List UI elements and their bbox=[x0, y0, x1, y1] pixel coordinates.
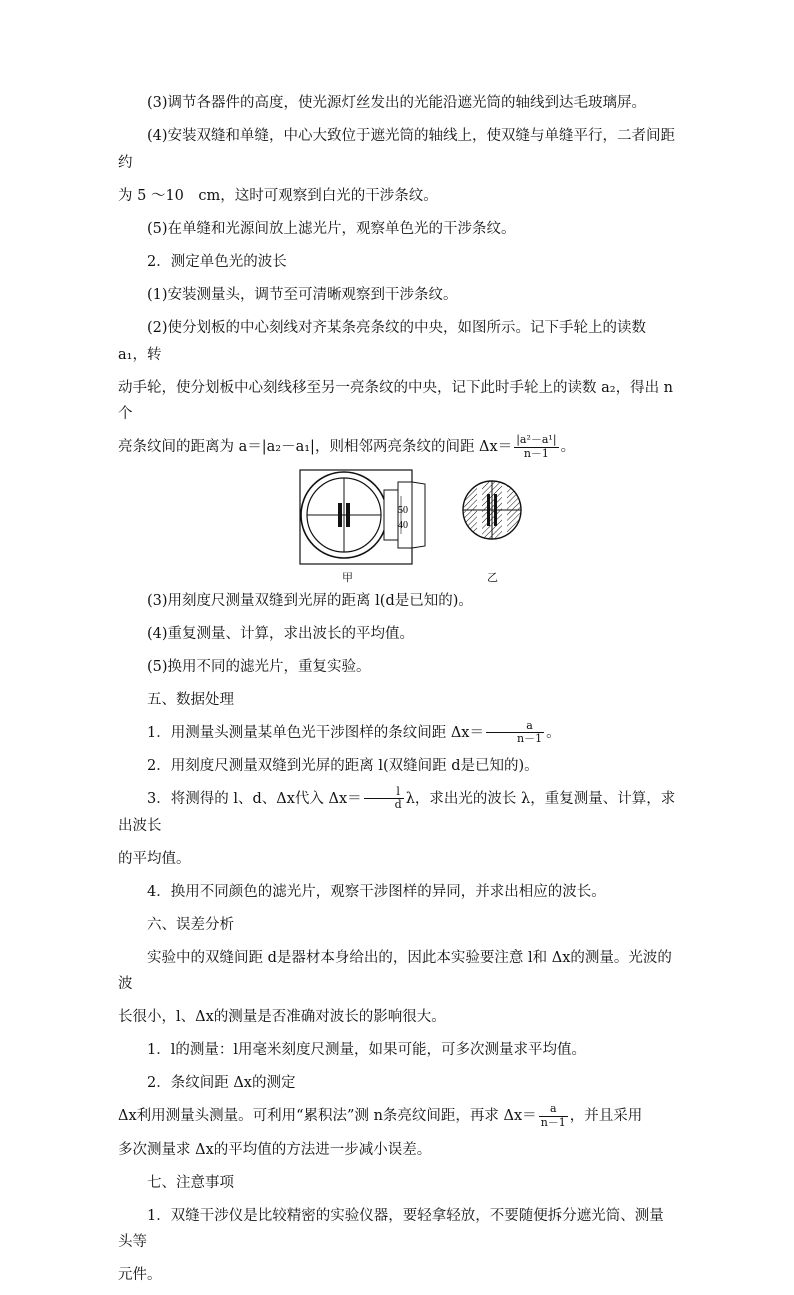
eyepiece-view-yi bbox=[463, 481, 521, 539]
precaution-1-line-2: 元件。 bbox=[118, 1267, 162, 1284]
step-5: (5)在单缝和光源间放上滤光片，观察单色光的干涉条纹。 bbox=[147, 220, 516, 237]
label-jia: 甲 bbox=[342, 570, 353, 584]
measure-step-4: (4)重复测量、计算，求出波长的平均值。 bbox=[147, 625, 415, 642]
measuring-head-jia bbox=[300, 470, 425, 564]
measuring-head-figure bbox=[118, 468, 678, 586]
step-4-line-1: (4)安装双缝和单缝，中心大致位于遮光筒的轴线上，使双缝与单缝平行，二者间距约 bbox=[118, 128, 676, 171]
data-step-4: 4．换用不同颜色的滤光片，观察干涉图样的异同，并求出相应的波长。 bbox=[147, 883, 606, 900]
precaution-1-line-1: 1．双缝干涉仪是比较精密的实验仪器，要轻拿轻放，不要随便拆分遮光筒、测量头等 bbox=[118, 1207, 664, 1251]
section-error-analysis: 六、误差分析 bbox=[147, 916, 234, 933]
error-intro-line-2: 长很小，l、Δx的测量是否准确对波长的影响很大。 bbox=[118, 1009, 446, 1026]
data-step-3-line-2: 的平均值。 bbox=[118, 850, 191, 867]
data-step-1 bbox=[118, 720, 678, 747]
error-item-2: 2．条纹间距 Δx的测定 bbox=[147, 1075, 296, 1092]
fraction-numerator: a bbox=[539, 1103, 568, 1117]
fraction-numerator: l bbox=[364, 786, 404, 800]
fraction-numerator: |a²－a¹| bbox=[516, 433, 557, 447]
formula-prefix: 1．用测量头测量某单色光干涉图样的条纹间距 Δx＝ bbox=[147, 724, 484, 741]
fringe-spacing-fraction bbox=[486, 720, 544, 746]
measuring-head-diagram bbox=[118, 468, 678, 586]
error-item-2-detail-line-2: 多次测量求 Δx的平均值的方法进一步减小误差。 bbox=[118, 1141, 432, 1158]
fraction-denominator: n－1 bbox=[540, 1116, 566, 1130]
step-3: (3)调节各器件的高度，使光源灯丝发出的光能沿遮光筒的轴线到达毛玻璃屏。 bbox=[147, 95, 647, 111]
formula-prefix: Δx利用测量头测量。可利用“累积法”测 n条亮纹间距，再求 Δx＝ bbox=[118, 1108, 537, 1125]
measure-step-2-line-3 bbox=[118, 434, 678, 461]
fraction-denominator: n－1 bbox=[516, 732, 543, 746]
data-step-2: 2．用刻度尺测量双缝到光屏的距离 l(双缝间距 d是已知的)。 bbox=[147, 757, 539, 774]
measure-step-1: (1)安装测量头，调节至可清晰观察到干涉条纹。 bbox=[147, 286, 458, 303]
step-4-line-2: 为 5 ～10 cm，这时可观察到白光的干涉条纹。 bbox=[118, 187, 438, 204]
measure-step-2-line-2: 动手轮，使分划板中心刻线移至另一亮条纹的中央，记下此时手轮上的读数 a₂，得出 n 个 bbox=[118, 379, 674, 423]
fraction-denominator: d bbox=[394, 798, 402, 812]
fringe-spacing-fraction bbox=[539, 1103, 568, 1129]
wavelength-fraction bbox=[364, 786, 404, 812]
measure-step-5: (5)换用不同的滤光片，重复实验。 bbox=[147, 658, 371, 675]
error-item-2-detail-line-1 bbox=[118, 1103, 678, 1130]
scale-reading-top: 50 bbox=[398, 504, 408, 516]
data-step-3-line-1 bbox=[118, 786, 678, 840]
scale-reading-bottom: 40 bbox=[398, 519, 408, 531]
error-intro-line-1: 实验中的双缝间距 d是器材本身给出的，因此本实验要注意 l和 Δx的测量。光波的波 bbox=[118, 949, 672, 993]
measure-step-2-line-1: (2)使分划板的中心刻线对齐某条亮条纹的中央，如图所示。记下手轮上的读数 a₁，转 bbox=[118, 319, 647, 363]
formula-suffix: 。 bbox=[560, 439, 576, 456]
fraction-denominator: n－1 bbox=[523, 447, 549, 461]
subheading-measure-wavelength: 2．测定单色光的波长 bbox=[147, 253, 287, 270]
error-item-1: 1．l的测量：l用毫米刻度尺测量，如果可能，可多次测量求平均值。 bbox=[147, 1042, 586, 1059]
formula-suffix: 。 bbox=[546, 724, 561, 741]
fraction-numerator: a bbox=[486, 720, 544, 734]
section-precautions: 七、注意事项 bbox=[147, 1174, 234, 1191]
formula-prefix: 3．将测得的 l、d、Δx代入 Δx＝ bbox=[147, 790, 362, 807]
formula-suffix: ，并且采用 bbox=[569, 1108, 643, 1125]
formula-prefix: 亮条纹间的距离为 a＝|a₂－a₁|，则相邻两亮条纹的间距 Δx＝ bbox=[118, 439, 513, 456]
fringe-spacing-fraction bbox=[514, 434, 558, 460]
measure-step-3: (3)用刻度尺测量双缝到光屏的距离 l(d是已知的)。 bbox=[147, 592, 473, 609]
label-yi: 乙 bbox=[487, 570, 498, 584]
section-data-processing: 五、数据处理 bbox=[147, 691, 234, 708]
formula-suffix: λ，求出光的波长 λ，重复测量、计算，求出波长 bbox=[118, 790, 676, 834]
document-body bbox=[118, 90, 678, 1295]
